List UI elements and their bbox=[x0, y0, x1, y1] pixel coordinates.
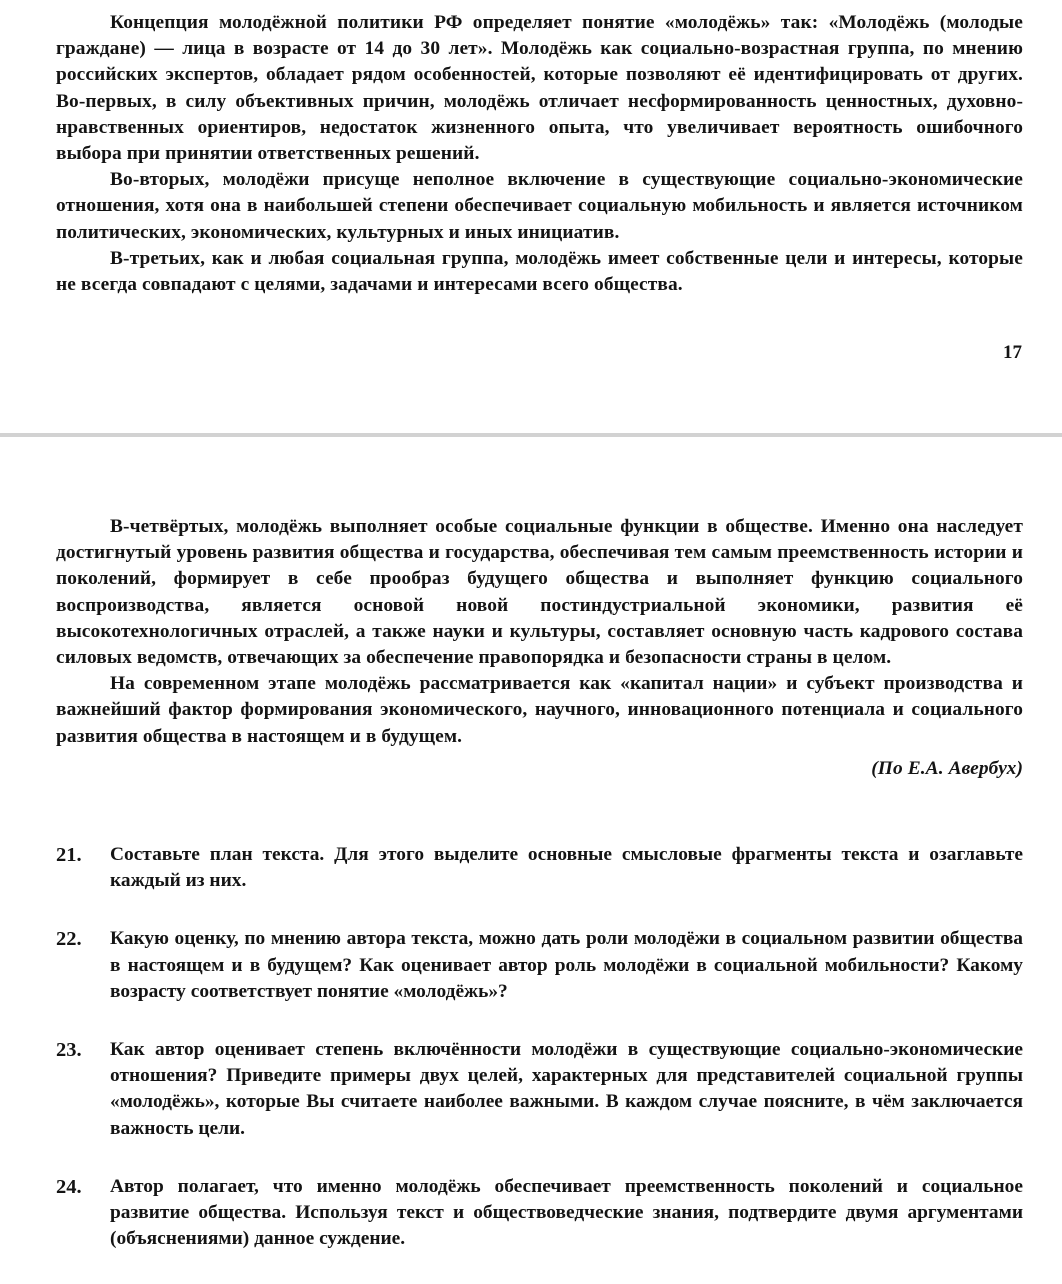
task-list bbox=[56, 842, 1023, 1284]
task-number: 24. bbox=[56, 1175, 82, 1198]
task-text: Какую оценку, по мнению автора текста, можно дать роли молодёжи в социальном развитии общества в настоящем и в будущем? Как оценивает автор роль молодёжи в социальной мобильности? Какому возрасту соответствует понятие «молодёжь»? bbox=[110, 928, 1023, 1002]
page-17 bbox=[0, 0, 1062, 432]
source-attribution: (По Е.А. Авербух) bbox=[871, 757, 1023, 779]
task-text: Автор полагает, что именно молодёжь обеспечивает преемственность поколений и социальное развитие общества. Используя текст и обществоведческие знания, подтвердите двумя аргументами (объяснениями) данное суждение. bbox=[110, 1175, 1023, 1250]
task-number: 21. bbox=[56, 844, 82, 866]
paragraph: Во-вторых, молодёжи присуще неполное включение в существующие социально-экономические отношения, хотя она в наибольшей степени обеспечивает социальную мобильность и является источником политических, экономических, культурных и иных инициатив. bbox=[56, 169, 1023, 243]
paragraph: В-четвёртых, молодёжь выполняет особые социальные функции в обществе. Именно она наследует достигнутый уровень развития общества и государства, обеспечивая тем самым преемственность истории и поколений, формирует в себе прообраз будущего общества и выполняет функцию социального воспроизводства, является основой новой постиндустриальной экономики, развития её высокотехнологичных отраслей, а также науки и культуры, составляет основную часть кадрового состава силовых ведомств, отвечающих за обеспечение правопорядка и безопасности страны в целом. bbox=[56, 516, 1023, 669]
task-item bbox=[56, 1037, 1023, 1142]
page-18 bbox=[0, 442, 1062, 1280]
paragraph: На современном этапе молодёжь рассматривается как «капитал нации» и субъект производства и важнейший фактор формирования экономического, научного, инновационного потенциала и социального развития общества в настоящем и в будущем. bbox=[56, 673, 1023, 747]
page-18-text bbox=[56, 514, 1023, 782]
page-number: 17 bbox=[1003, 342, 1022, 363]
paragraph: В-третьих, как и любая социальная группа, молодёжь имеет собственные цели и интересы, которые не всегда совпадают с целями, задачами и интересами всего общества. bbox=[56, 247, 1023, 296]
task-item bbox=[56, 1174, 1023, 1253]
page-divider bbox=[0, 433, 1062, 437]
task-text: Как автор оценивает степень включённости молодёжи в существующие социально-экономические отношения? Приведите примеры двух целей, характерных для представителей социальной группы «молодёжь», которые Вы считаете наиболее важными. В каждом случае поясните, в чём заключается важность цели. bbox=[110, 1039, 1023, 1139]
paragraph: Концепция молодёжной политики РФ определяет понятие «молодёжь» так: «Молодёжь (молодые граждане) — лица в возрасте от 14 до 30 лет». Молодёжь как социально-возрастная группа, по мнению российских экспертов, обладает рядом особенностей, которые позволяют её идентифицировать от других. Во-первых, в силу объективных причин, молодёжь отличает несформированность ценностных, духовно-нравственных ориентиров, недостаток жизненного опыта, что увеличивает вероятность ошибочного выбора при принятии ответственных решений. bbox=[56, 12, 1023, 165]
task-number: 23. bbox=[56, 1039, 82, 1062]
page-17-text bbox=[56, 10, 1023, 298]
task-item bbox=[56, 842, 1023, 894]
task-item bbox=[56, 926, 1023, 1005]
task-text: Составьте план текста. Для этого выделите основные смысловые фрагменты текста и озаглавьте каждый из них. bbox=[110, 844, 1023, 892]
task-number: 22. bbox=[56, 928, 82, 951]
